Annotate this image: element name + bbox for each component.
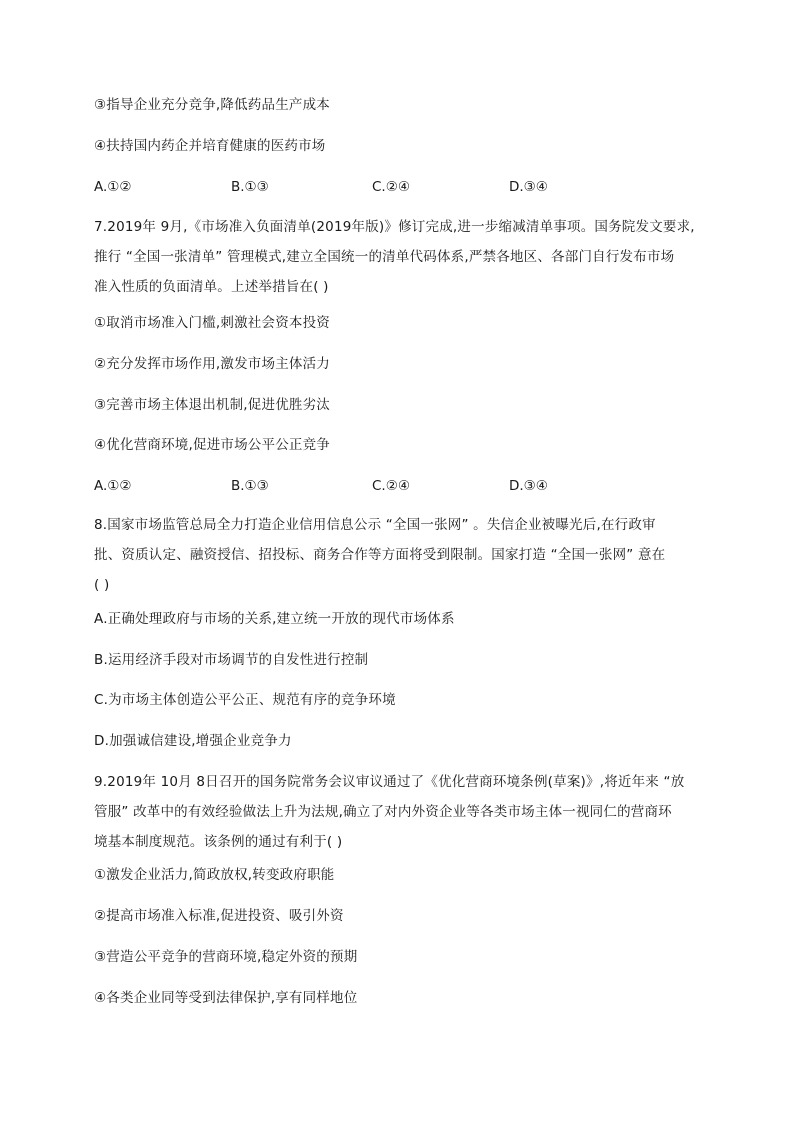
q8-stem-line: 批、资质认定、融资授信、招投标、商务合作等方面将受到限制。国家打造 “全国一张网” 意在 (94, 547, 666, 563)
q8-stem-line: 8.国家市场监管总局全力打造企业信用信息公示 “全国一张网” 。失信企业被曝光后,在行政审 (94, 517, 656, 533)
q7-stem-line: 准入性质的负面清单。上述举措旨在( ) (94, 279, 329, 295)
q8-option-b: B.运用经济手段对市场调节的自发性进行控制 (94, 652, 369, 668)
q8-stem (94, 516, 700, 606)
q9-stem (94, 773, 700, 863)
q8-stem-line: ( ) (94, 577, 110, 593)
q6-option-c: C.②④ (372, 179, 410, 195)
q7-item-3: ③完善市场主体退出机制,促进优胜劣汰 (94, 397, 330, 413)
q6-item-4: ④扶持国内药企并培育健康的医药市场 (94, 138, 326, 154)
q8-option-c: C.为市场主体创造公平公正、规范有序的竞争环境 (94, 692, 396, 708)
q7-stem (94, 218, 700, 308)
q9-stem-line: 管服” 改革中的有效经验做法上升为法规,确立了对内外资企业等各类市场主体一视同仁的营商环 (94, 804, 672, 820)
q9-stem-line: 境基本制度规范。该条例的通过有利于( ) (94, 834, 343, 850)
q9-item-1: ①激发企业活力,简政放权,转变政府职能 (94, 867, 335, 883)
q9-item-2: ②提高市场准入标准,促进投资、吸引外资 (94, 908, 344, 924)
q6-option-a: A.①② (94, 179, 132, 195)
q6-option-d: D.③④ (509, 179, 548, 195)
q7-option-c: C.②④ (372, 478, 410, 494)
q7-stem-line: 7.2019年 9月,《市场准入负面清单(2019年版)》修订完成,进一步缩减清单事项。国务院发文要求, (94, 219, 695, 235)
q7-option-b: B.①③ (231, 478, 269, 494)
q8-option-a: A.正确处理政府与市场的关系,建立统一开放的现代市场体系 (94, 611, 455, 627)
q7-stem-line: 推行 “全国一张清单” 管理模式,建立全国统一的清单代码体系,严禁各地区、各部门自行发布市场 (94, 249, 675, 265)
q7-option-d: D.③④ (509, 478, 548, 494)
q6-option-b: B.①③ (231, 179, 269, 195)
q7-option-a: A.①② (94, 478, 132, 494)
q9-item-4: ④各类企业同等受到法律保护,享有同样地位 (94, 990, 358, 1006)
q9-item-3: ③营造公平竞争的营商环境,稳定外资的预期 (94, 949, 358, 965)
q6-item-3: ③指导企业充分竞争,降低药品生产成本 (94, 97, 330, 113)
q7-item-4: ④优化营商环境,促进市场公平公正竞争 (94, 437, 330, 453)
q7-item-1: ①取消市场准入门槛,刺激社会资本投资 (94, 315, 330, 331)
q9-stem-line: 9.2019年 10月 8日召开的国务院常务会议审议通过了《优化营商环境条例(草案)》,将近年来 “放 (94, 774, 685, 790)
q8-option-d: D.加强诚信建设,增强企业竞争力 (94, 733, 292, 749)
q7-item-2: ②充分发挥市场作用,激发市场主体活力 (94, 356, 330, 372)
